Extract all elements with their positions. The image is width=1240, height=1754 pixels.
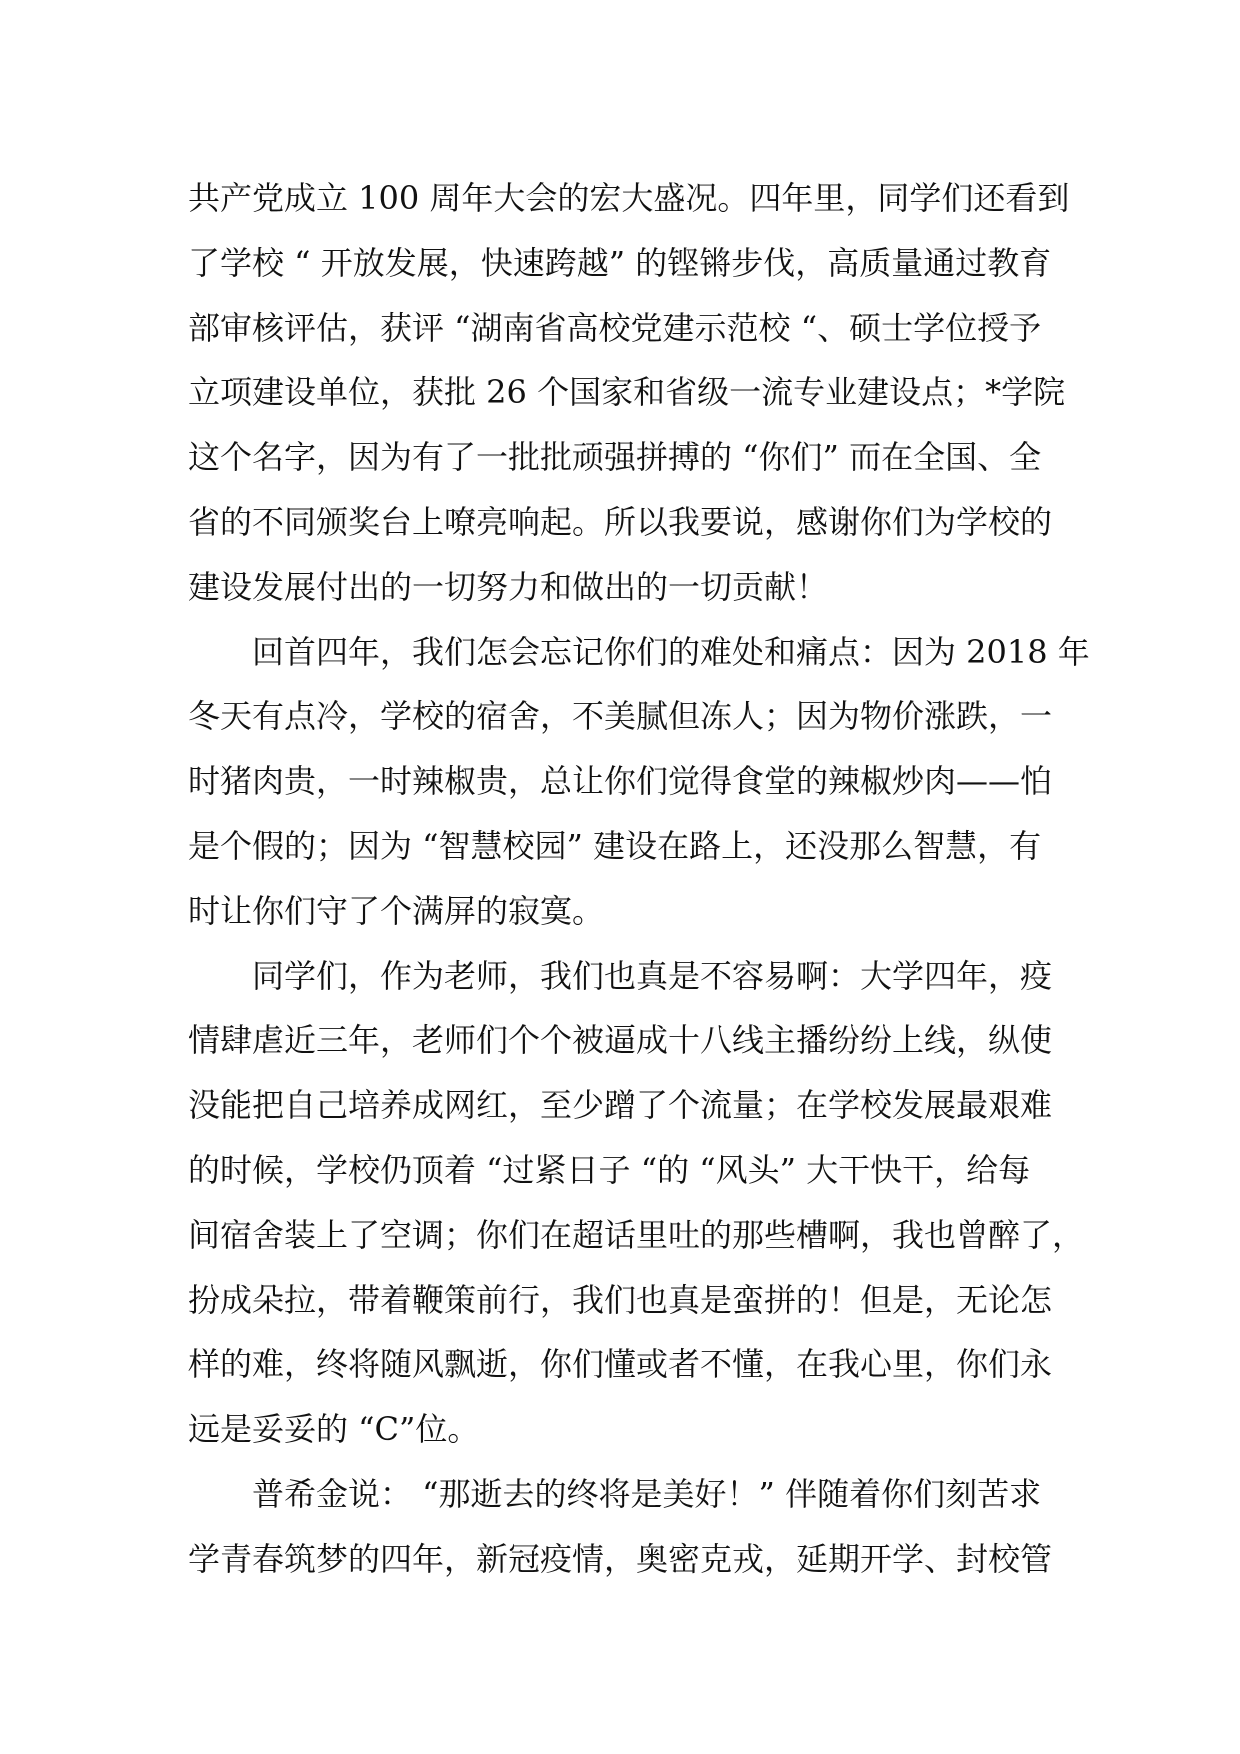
text-line: 普希金说： “那逝去的终将是美好！” 伴随着你们刻苦求 (252, 1474, 1042, 1513)
text-line: 共产党成立 100 周年大会的宏大盛况。四年里，同学们还看到 (188, 179, 1070, 217)
text-line: 没能把自己培养成网红，至少蹭了个流量；在学校发展最艰难 (188, 1086, 1053, 1125)
text-line: 时猪肉贵，一时辣椒贵，总让你们觉得食堂的辣椒炒肉——怕 (188, 762, 1053, 801)
text-line: 样的难，终将随风飘逝，你们懂或者不懂，在我心里，你们永 (188, 1345, 1053, 1384)
paragraph-4 (188, 1462, 1088, 1592)
paragraph-1 (188, 166, 1088, 620)
text-line: 省的不同颁奖台上嘹亮响起。所以我要说，感谢你们为学校的 (188, 502, 1053, 541)
text-line: 时让你们守了个满屏的寂寞。 (188, 891, 605, 930)
text-line: 这个名字，因为有了一批批顽强拼搏的 “你们” 而在全国、全 (188, 438, 1042, 477)
text-line: 是个假的；因为 “智慧校园” 建设在路上，还没那么智慧，有 (188, 826, 1042, 865)
text-line: 情肆虐近三年，老师们个个被逼成十八线主播纷纷上线，纵使 (188, 1021, 1053, 1060)
text-line: 建设发展付出的一切努力和做出的一切贡献！ (188, 567, 829, 606)
text-line: 回首四年，我们怎会忘记你们的难处和痛点：因为 2018 年 (252, 632, 1090, 671)
text-line: 立项建设单位，获批 26 个国家和省级一流专业建设点；*学院 (188, 373, 1066, 412)
text-line: 部审核评估，获评 “湖南省高校党建示范校 “、硕士学位授予 (188, 308, 1042, 347)
text-line: 间宿舍装上了空调；你们在超话里吐的那些槽啊，我也曾醉了， (188, 1215, 1085, 1254)
text-line: 冬天有点冷，学校的宿舍，不美腻但冻人；因为物价涨跌，一 (188, 697, 1053, 736)
text-line: 的时候，学校仍顶着 “过紧日子 “的 “风头” 大干快干，给每 (188, 1150, 1031, 1189)
text-line: 远是妥妥的 “C”位。 (188, 1410, 480, 1449)
document-body (188, 166, 1088, 1592)
paragraph-3 (188, 944, 1088, 1462)
text-line: 了学校 “ 开放发展，快速跨越” 的铿锵步伐，高质量通过教育 (188, 243, 1052, 282)
text-line: 同学们，作为老师，我们也真是不容易啊：大学四年，疫 (252, 956, 1053, 995)
text-line: 扮成朵拉，带着鞭策前行，我们也真是蛮拼的！但是，无论怎 (188, 1280, 1053, 1319)
text-line: 学青春筑梦的四年，新冠疫情，奥密克戎，延期开学、封校管 (188, 1539, 1053, 1578)
paragraph-2 (188, 620, 1088, 944)
